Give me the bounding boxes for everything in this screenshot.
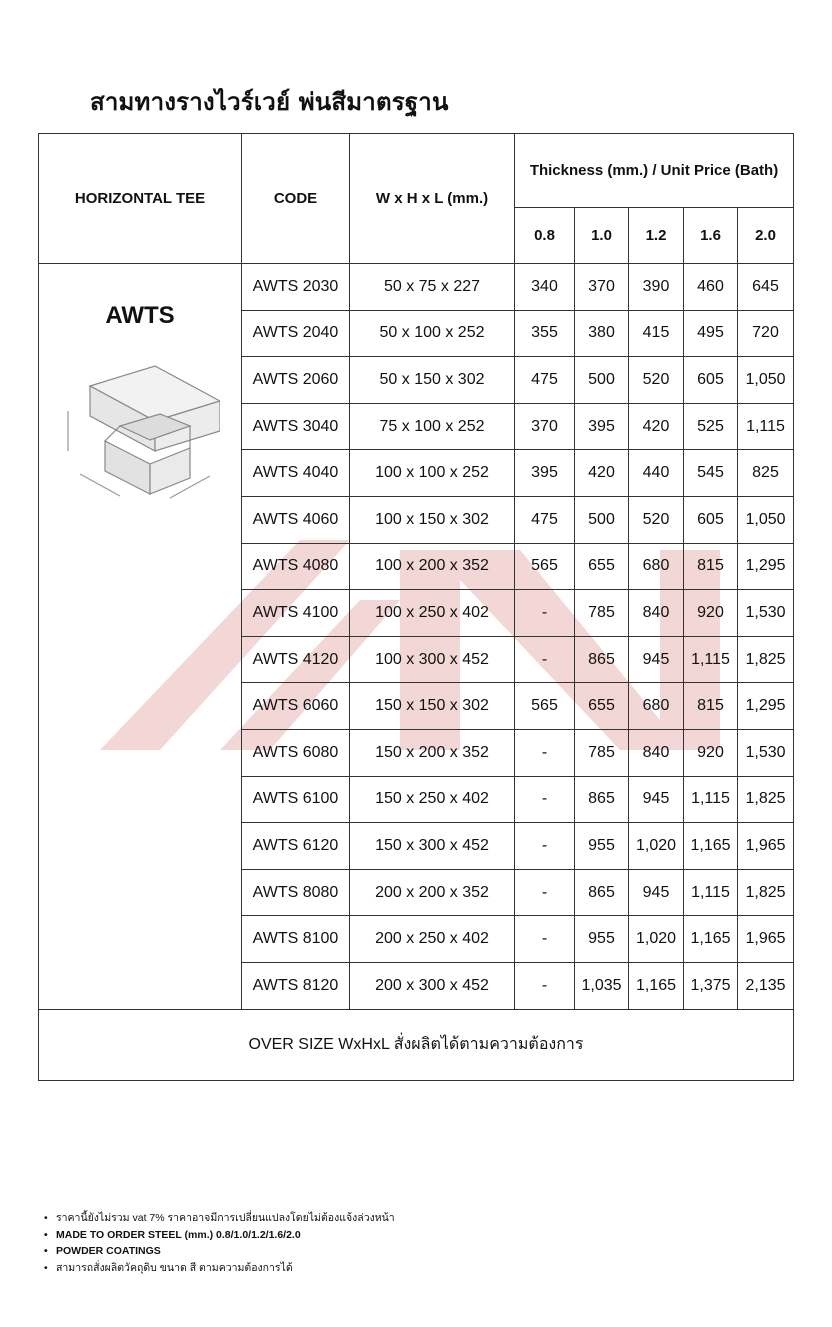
size-cell: 100 x 250 x 402 [350,590,515,637]
price-cell: 815 [684,683,738,730]
code-cell: AWTS 4040 [242,450,350,497]
price-cell: 720 [738,310,794,357]
price-cell: 1,825 [738,636,794,683]
header-code: CODE [242,134,350,264]
size-cell: 150 x 300 x 452 [350,823,515,870]
price-cell: 395 [575,403,629,450]
product-name: AWTS [105,302,175,329]
size-cell: 200 x 200 x 352 [350,869,515,916]
price-cell: 680 [629,543,684,590]
note-item: • ราคานี้ยังไม่รวม vat 7% ราคาอาจมีการเปลี่ยนแปลงโดยไม่ต้องแจ้งล่วงหน้า [42,1210,395,1227]
price-cell: 1,035 [575,962,629,1009]
note-item: • POWDER COATINGS [42,1243,395,1260]
price-cell: 390 [629,264,684,311]
price-cell: 395 [515,450,575,497]
price-cell: 1,115 [684,869,738,916]
price-cell: 460 [684,264,738,311]
size-cell: 100 x 300 x 452 [350,636,515,683]
notes-list [42,1210,395,1276]
price-cell: 655 [575,543,629,590]
price-cell: 655 [575,683,629,730]
price-cell: 865 [575,869,629,916]
price-cell: - [515,729,575,776]
price-cell: 340 [515,264,575,311]
price-cell: 1,115 [684,636,738,683]
size-cell: 50 x 100 x 252 [350,310,515,357]
code-cell: AWTS 8100 [242,916,350,963]
price-cell: 520 [629,357,684,404]
price-cell: 500 [575,496,629,543]
price-cell: 815 [684,543,738,590]
header-thickness-value: 1.0 [575,208,629,264]
price-cell: 370 [515,403,575,450]
price-cell: 1,965 [738,823,794,870]
price-cell: 520 [629,496,684,543]
price-cell: 500 [575,357,629,404]
size-cell: 100 x 200 x 352 [350,543,515,590]
size-cell: 150 x 200 x 352 [350,729,515,776]
price-cell: 420 [629,403,684,450]
price-cell: - [515,590,575,637]
price-cell: 545 [684,450,738,497]
note-item: • MADE TO ORDER STEEL (mm.) 0.8/1.0/1.2/1.6/2.0 [42,1227,395,1244]
code-cell: AWTS 4100 [242,590,350,637]
price-cell: 945 [629,869,684,916]
price-cell: 1,020 [629,916,684,963]
code-cell: AWTS 4120 [242,636,350,683]
price-cell: 920 [684,729,738,776]
price-cell: 1,295 [738,683,794,730]
code-cell: AWTS 6060 [242,683,350,730]
price-cell: 1,530 [738,590,794,637]
header-thickness-value: 0.8 [515,208,575,264]
code-cell: AWTS 8080 [242,869,350,916]
price-cell: 475 [515,357,575,404]
header-thickness-value: 2.0 [738,208,794,264]
price-cell: - [515,776,575,823]
price-cell: 1,530 [738,729,794,776]
price-cell: 680 [629,683,684,730]
page-title: สามทางรางไวร์เวย์ พ่นสีมาตรฐาน [90,88,449,116]
header-product: HORIZONTAL TEE [39,134,242,264]
price-cell: 785 [575,590,629,637]
code-cell: AWTS 8120 [242,962,350,1009]
price-cell: 1,050 [738,496,794,543]
price-cell: 955 [575,823,629,870]
price-cell: 1,050 [738,357,794,404]
code-cell: AWTS 2040 [242,310,350,357]
size-cell: 50 x 75 x 227 [350,264,515,311]
oversize-note: OVER SIZE WxHxL สั่งผลิตได้ตามความต้องการ [39,1009,794,1080]
price-cell: 840 [629,729,684,776]
price-cell: - [515,636,575,683]
price-cell: 1,375 [684,962,738,1009]
header-size: W x H x L (mm.) [350,134,515,264]
code-cell: AWTS 6120 [242,823,350,870]
price-cell: 1,020 [629,823,684,870]
code-cell: AWTS 6100 [242,776,350,823]
size-cell: 200 x 250 x 402 [350,916,515,963]
price-cell: 1,115 [738,403,794,450]
price-cell: 495 [684,310,738,357]
price-cell: 440 [629,450,684,497]
price-cell: 420 [575,450,629,497]
price-table [38,133,794,1081]
price-cell: 1,165 [629,962,684,1009]
header-thickness-value: 1.2 [629,208,684,264]
code-cell: AWTS 2030 [242,264,350,311]
price-cell: 1,165 [684,823,738,870]
price-cell: 2,135 [738,962,794,1009]
size-cell: 75 x 100 x 252 [350,403,515,450]
horizontal-tee-image [60,356,220,506]
price-cell: 865 [575,636,629,683]
product-cell [39,264,242,1010]
code-cell: AWTS 4060 [242,496,350,543]
price-cell: 1,825 [738,869,794,916]
price-cell: 1,165 [684,916,738,963]
price-cell: 825 [738,450,794,497]
price-cell: - [515,916,575,963]
header-thickness: Thickness (mm.) / Unit Price (Bath) [515,134,794,208]
price-cell: 525 [684,403,738,450]
size-cell: 150 x 150 x 302 [350,683,515,730]
price-cell: 1,295 [738,543,794,590]
price-cell: 945 [629,776,684,823]
price-cell: 785 [575,729,629,776]
price-cell: 605 [684,357,738,404]
size-cell: 50 x 150 x 302 [350,357,515,404]
price-cell: - [515,962,575,1009]
price-cell: - [515,823,575,870]
price-cell: 645 [738,264,794,311]
price-cell: 945 [629,636,684,683]
price-cell: 565 [515,683,575,730]
note-item: • สามารถสั่งผลิตวัคถุดิบ ขนาด สี ตามความต้องการได้ [42,1260,395,1277]
size-cell: 100 x 100 x 252 [350,450,515,497]
header-thickness-value: 1.6 [684,208,738,264]
price-cell: 355 [515,310,575,357]
price-cell: 1,115 [684,776,738,823]
size-cell: 100 x 150 x 302 [350,496,515,543]
price-cell: 415 [629,310,684,357]
price-cell: 1,825 [738,776,794,823]
price-cell: 1,965 [738,916,794,963]
code-cell: AWTS 6080 [242,729,350,776]
size-cell: 150 x 250 x 402 [350,776,515,823]
size-cell: 200 x 300 x 452 [350,962,515,1009]
price-cell: 920 [684,590,738,637]
price-cell: 565 [515,543,575,590]
code-cell: AWTS 4080 [242,543,350,590]
price-cell: 840 [629,590,684,637]
price-cell: 370 [575,264,629,311]
price-cell: 605 [684,496,738,543]
price-cell: 865 [575,776,629,823]
code-cell: AWTS 3040 [242,403,350,450]
code-cell: AWTS 2060 [242,357,350,404]
price-cell: 380 [575,310,629,357]
price-cell: - [515,869,575,916]
price-cell: 955 [575,916,629,963]
price-cell: 475 [515,496,575,543]
